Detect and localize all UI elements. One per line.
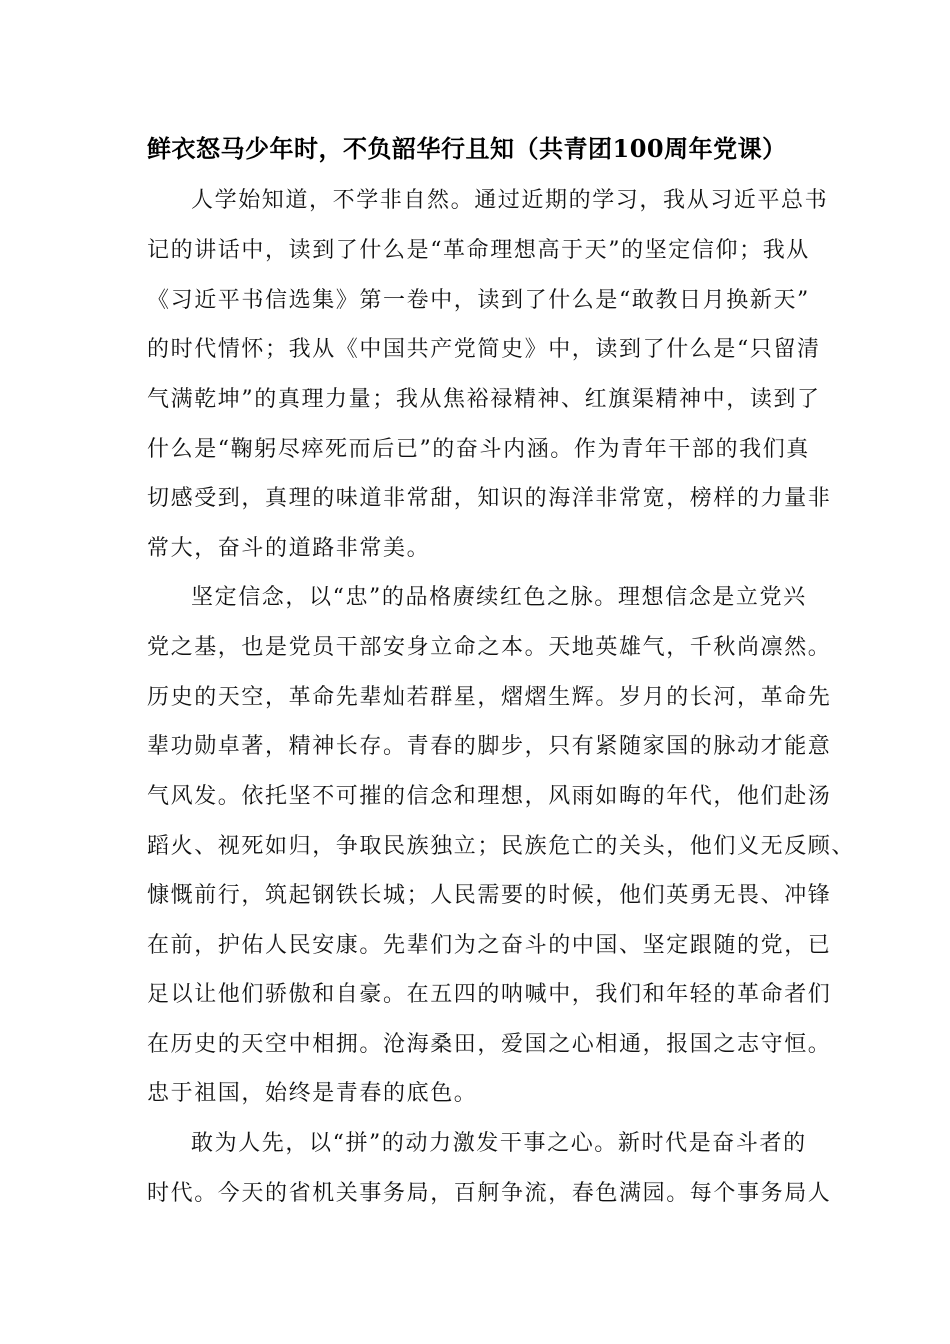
paragraph-line: 蹈火、视死如归，争取民族独立；民族危亡的关头，他们义无反顾、 <box>147 834 856 859</box>
paragraph-line: 常大，奋斗的道路非常美。 <box>147 536 431 561</box>
paragraph-line: 慷慨前行，筑起钢铁长城；人民需要的时候，他们英勇无畏、冲锋 <box>147 883 832 908</box>
paragraph-line: 党之基，也是党员干部安身立命之本。天地英雄气，千秋尚凛然。 <box>147 635 832 660</box>
paragraph-line: 的时代情怀；我从《中国共产党简史》中，读到了什么是“只留清 <box>147 337 821 362</box>
paragraph-line: 忠于祖国，始终是青春的底色。 <box>147 1081 478 1106</box>
paragraph-line: 切感受到，真理的味道非常甜，知识的海洋非常宽，榜样的力量非 <box>147 486 832 511</box>
paragraph-line: 记的讲话中，读到了什么是“革命理想高于天”的坚定信仰；我从 <box>147 238 810 263</box>
paragraph-line: 在历史的天空中相拥。沧海桑田，爱国之心相通，报国之志守恒。 <box>147 1032 832 1057</box>
paragraph-line: 什么是“鞠躬尽瘁死而后已”的奋斗内涵。作为青年干部的我们真 <box>147 437 810 462</box>
paragraph-line: 气风发。依托坚不可摧的信念和理想，风雨如晦的年代，他们赴汤 <box>147 784 832 809</box>
paragraph-line: 足以让他们骄傲和自豪。在五四的呐喊中，我们和年轻的革命者们 <box>147 982 832 1007</box>
document-title: 鲜衣怒马少年时，不负韶华行且知（共青团100周年党课） <box>147 134 787 163</box>
paragraph-line: 敢为人先，以“拼”的动力激发干事之心。新时代是奋斗者的 <box>191 1131 807 1156</box>
paragraph-line: 气满乾坤”的真理力量；我从焦裕禄精神、红旗渠精神中，读到了 <box>147 387 821 412</box>
paragraph-line: 时代。今天的省机关事务局，百舸争流，春色满园。每个事务局人 <box>147 1181 832 1206</box>
paragraph-line: 历史的天空，革命先辈灿若群星，熠熠生辉。岁月的长河，革命先 <box>147 685 832 710</box>
paragraph-line: 《习近平书信选集》第一卷中，读到了什么是“敢教日月换新天” <box>147 288 810 313</box>
paragraph-line: 在前，护佑人民安康。先辈们为之奋斗的中国、坚定跟随的党，已 <box>147 933 832 958</box>
paragraph-line: 辈功勋卓著，精神长存。青春的脚步，只有紧随家国的脉动才能意 <box>147 734 832 759</box>
paragraph-line: 坚定信念，以“忠”的品格赓续红色之脉。理想信念是立党兴 <box>191 585 807 610</box>
paragraph-line: 人学始知道，不学非自然。通过近期的学习，我从习近平总书 <box>191 188 829 213</box>
